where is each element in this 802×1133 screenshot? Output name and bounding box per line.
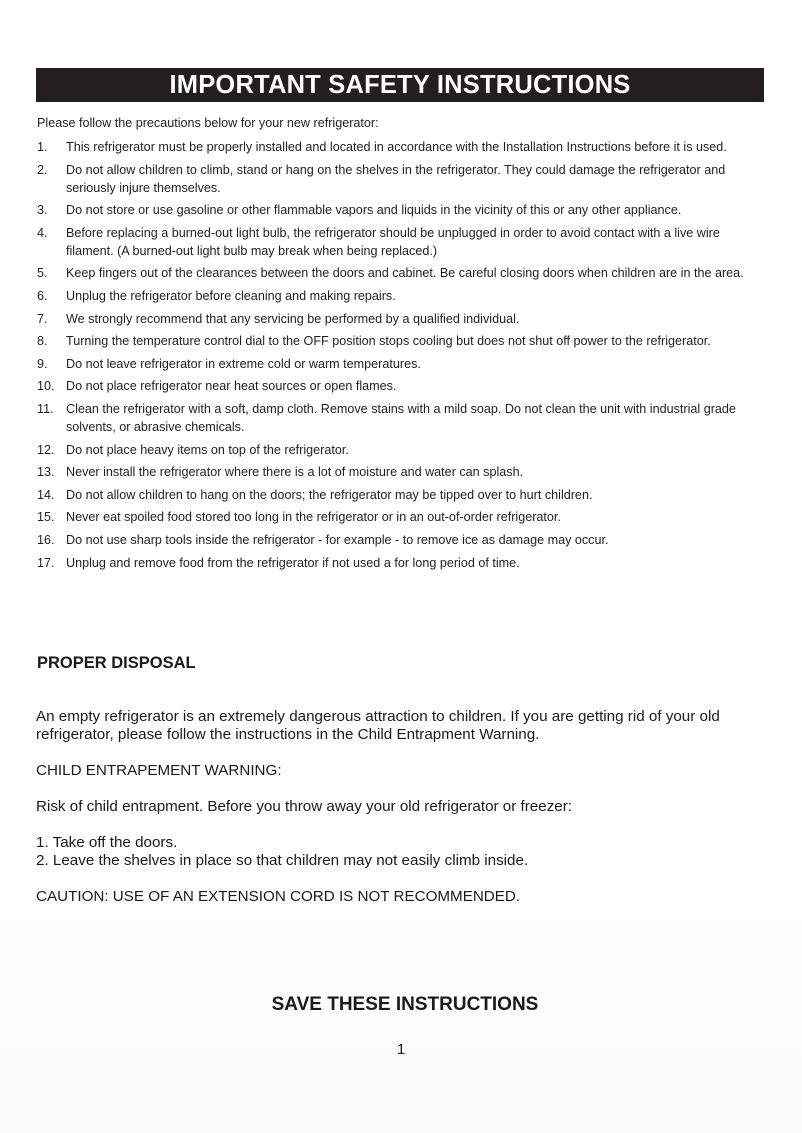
disposal-step-1: 1. Take off the doors. bbox=[36, 834, 178, 851]
item-text: Do not use sharp tools inside the refrigerator - for example - to remove ice as damage may occur. bbox=[66, 532, 609, 547]
child-entrapment-warning-title: CHILD ENTRAPEMENT WARNING: bbox=[36, 762, 282, 779]
item-number: 12. bbox=[37, 442, 55, 457]
list-item bbox=[37, 287, 767, 305]
list-item bbox=[37, 554, 767, 572]
item-text: Keep fingers out of the clearances between the doors and cabinet. Be careful closing doors when children are in the area. bbox=[66, 266, 744, 281]
item-number: 1. bbox=[37, 140, 48, 154]
item-number: 4. bbox=[37, 225, 48, 240]
item-number: 9. bbox=[37, 356, 48, 371]
list-item bbox=[37, 508, 767, 526]
item-number: 5. bbox=[37, 266, 48, 281]
item-text: Unplug the refrigerator before cleaning and making repairs. bbox=[66, 288, 396, 303]
list-item bbox=[37, 486, 767, 504]
item-text: We strongly recommend that any servicing be performed by a qualified individual. bbox=[66, 311, 520, 326]
item-text: Do not store or use gasoline or other flammable vapors and liquids in the vicinity of this or any other appliance. bbox=[66, 203, 682, 218]
item-number: 7. bbox=[37, 311, 48, 326]
safety-instructions-list bbox=[37, 138, 767, 576]
item-text: Turning the temperature control dial to the OFF position stops cooling but does not shut off power to the refrigerator. bbox=[66, 334, 711, 349]
page-number: 1 bbox=[396, 1041, 406, 1058]
intro-text: Please follow the precautions below for your new refrigerator: bbox=[37, 116, 379, 130]
extension-cord-caution: CAUTION: USE OF AN EXTENSION CORD IS NOT RECOMMENDED. bbox=[36, 888, 521, 905]
list-item bbox=[37, 400, 767, 436]
item-text: This refrigerator must be properly installed and located in accordance with the Installation Instructions before it is used. bbox=[66, 140, 727, 154]
item-text: Before replacing a burned-out light bulb, the refrigerator should be unplugged in order to avoid contact with a live wire filament. (A burned-out light bulb may break when being replaced.) bbox=[66, 225, 720, 258]
list-item bbox=[37, 161, 767, 197]
disposal-step-2: 2. Leave the shelves in place so that children may not easily climb inside. bbox=[36, 852, 529, 869]
list-item bbox=[37, 377, 767, 395]
item-text: Unplug and remove food from the refrigerator if not used a for long period of time. bbox=[66, 555, 520, 570]
item-number: 15. bbox=[37, 510, 55, 525]
item-number: 13. bbox=[37, 465, 55, 480]
item-number: 16. bbox=[37, 532, 55, 547]
list-item bbox=[37, 224, 767, 260]
item-number: 11. bbox=[37, 401, 54, 416]
list-item bbox=[37, 355, 767, 373]
item-number: 17. bbox=[37, 555, 55, 570]
save-instructions-heading: SAVE THESE INSTRUCTIONS bbox=[271, 994, 539, 1015]
item-text: Never install the refrigerator where there is a lot of moisture and water can splash. bbox=[66, 465, 524, 480]
item-number: 3. bbox=[37, 203, 48, 218]
item-text: Never eat spoiled food stored too long in the refrigerator or in an out-of-order refrigerator. bbox=[66, 510, 561, 525]
item-text: Do not place refrigerator near heat sources or open flames. bbox=[66, 379, 397, 394]
list-item bbox=[37, 441, 767, 459]
item-text: Do not allow children to climb, stand or hang on the shelves in the refrigerator. They could damage the refrigerator and seriously injure themselves. bbox=[66, 162, 726, 195]
list-item bbox=[37, 138, 767, 156]
item-number: 2. bbox=[37, 162, 48, 177]
list-item bbox=[37, 264, 767, 282]
item-number: 14. bbox=[37, 487, 55, 502]
item-text: Do not place heavy items on top of the refrigerator. bbox=[66, 442, 349, 457]
disposal-paragraph: An empty refrigerator is an extremely dangerous attraction to children. If you are getting rid of your old refrigerator, please follow the instructions in the Child Entrapment Warning. bbox=[36, 708, 720, 743]
proper-disposal-heading: PROPER DISPOSAL bbox=[37, 654, 196, 672]
item-text: Clean the refrigerator with a soft, damp cloth. Remove stains with a mild soap. Do not clean the unit with industrial grade solvents, or abrasive chemicals. bbox=[66, 401, 736, 434]
item-number: 8. bbox=[37, 334, 48, 349]
disposal-steps bbox=[36, 834, 736, 870]
item-number: 6. bbox=[37, 288, 48, 303]
item-number: 10. bbox=[37, 379, 55, 394]
page-title-banner: IMPORTANT SAFETY INSTRUCTIONS bbox=[36, 68, 764, 102]
list-item bbox=[37, 463, 767, 481]
list-item bbox=[37, 332, 767, 350]
entrapment-risk-text: Risk of child entrapment. Before you throw away your old refrigerator or freezer: bbox=[36, 798, 573, 815]
item-text: Do not leave refrigerator in extreme cold or warm temperatures. bbox=[66, 356, 421, 371]
item-text: Do not allow children to hang on the doors; the refrigerator may be tipped over to hurt children. bbox=[66, 487, 593, 502]
list-item bbox=[37, 201, 767, 219]
list-item bbox=[37, 531, 767, 549]
list-item bbox=[37, 310, 767, 328]
